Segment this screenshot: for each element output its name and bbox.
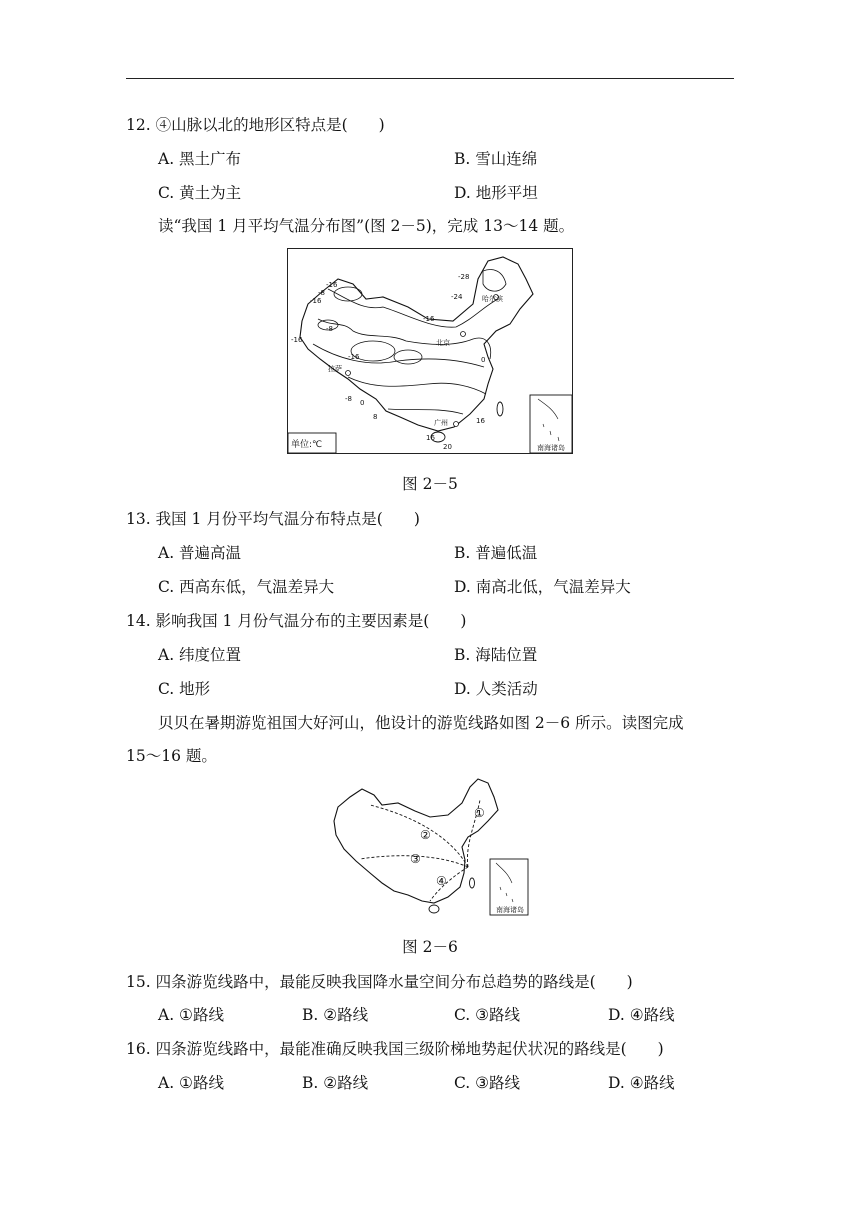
figure-2-5-caption: 图 2－5 <box>402 475 458 493</box>
q16-option-a: A. ①路线 <box>158 1074 224 1092</box>
q14-option-c: C. 地形 <box>158 680 211 698</box>
q15-option-c: C. ③路线 <box>454 1006 521 1024</box>
figure-2-6-caption: 图 2－6 <box>402 938 458 956</box>
q12-option-d: D. 地形平坦 <box>454 184 538 202</box>
intro-15-16-line1: 贝贝在暑期游览祖国大好河山，他设计的游览线路如图 2－6 所示。读图完成 <box>158 714 684 732</box>
q13-option-a: A. 普遍高温 <box>158 544 242 562</box>
china-outline <box>334 779 498 903</box>
intro-15-16-line2: 15～16 题。 <box>126 747 217 765</box>
q14-option-a: A. 纬度位置 <box>158 646 242 664</box>
city-label-guangzhou: 广州 <box>434 419 448 427</box>
isotherm-label: -16 <box>291 336 303 344</box>
city-label-beijing: 北京 <box>436 339 450 347</box>
isotherm-label: 0 <box>360 399 365 407</box>
inset-label: 南海诸岛 <box>537 444 565 452</box>
city-marker-guangzhou <box>454 422 459 427</box>
tour-route-map <box>330 775 530 920</box>
route-label-1: ① <box>474 806 485 820</box>
q13-option-b: B. 普遍低温 <box>454 544 538 562</box>
isotherm-label: -8 <box>345 395 352 403</box>
q13-option-c: C. 西高东低，气温差异大 <box>158 578 335 596</box>
q15-stem: 15. 四条游览线路中，最能反映我国降水量空间分布总趋势的路线是( ) <box>126 973 633 991</box>
isotherm-label: 0 <box>481 356 486 364</box>
q15-option-b: B. ②路线 <box>302 1006 369 1024</box>
q12-option-a: A. 黑土广布 <box>158 150 242 168</box>
q16-option-c: C. ③路线 <box>454 1074 521 1092</box>
q13-stem: 13. 我国 1 月份平均气温分布特点是( ) <box>126 510 420 528</box>
city-label-lhasa: 拉萨 <box>328 365 342 373</box>
inset-label: 南海诸岛 <box>496 906 524 914</box>
isotherm-label: -24 <box>451 293 463 301</box>
january-temperature-map <box>287 248 573 454</box>
q16-option-d: D. ④路线 <box>608 1074 675 1092</box>
isotherm-label: -28 <box>458 273 470 281</box>
isotherm-label: 8 <box>373 413 378 421</box>
q16-option-b: B. ②路线 <box>302 1074 369 1092</box>
route-label-3: ③ <box>410 852 421 866</box>
q12-stem: 12. ④山脉以北的地形区特点是( ) <box>126 116 385 134</box>
q12-option-b: B. 雪山连绵 <box>454 150 538 168</box>
china-temperature-map-svg <box>288 249 572 453</box>
q16-stem: 16. 四条游览线路中，最能准确反映我国三级阶梯地势起伏状况的路线是( ) <box>126 1040 664 1058</box>
isotherm-label: 16 <box>426 434 435 442</box>
isotherm-label: -8 <box>318 289 325 297</box>
intro-13-14: 读“我国 1 月平均气温分布图”(图 2－5)，完成 13～14 题。 <box>158 217 575 235</box>
isotherm-label: -16 <box>348 353 360 361</box>
q12-option-c: C. 黄土为主 <box>158 184 242 202</box>
q13-option-d: D. 南高北低，气温差异大 <box>454 578 631 596</box>
city-label-harbin: 哈尔滨 <box>482 295 503 303</box>
city-marker-lhasa <box>346 371 351 376</box>
isotherm-label: 20 <box>443 443 452 451</box>
isotherm-label: 16 <box>476 417 485 425</box>
china-route-map-svg <box>330 775 530 920</box>
unit-label: 单位:℃ <box>291 440 323 450</box>
route-label-4: ④ <box>436 874 447 888</box>
q15-option-a: A. ①路线 <box>158 1006 224 1024</box>
route-label-2: ② <box>420 828 431 842</box>
q14-stem: 14. 影响我国 1 月份气温分布的主要因素是( ) <box>126 612 467 630</box>
city-marker-beijing <box>461 332 466 337</box>
q14-option-d: D. 人类活动 <box>454 680 538 698</box>
q15-option-d: D. ④路线 <box>608 1006 675 1024</box>
isotherm-label: -8 <box>326 325 333 333</box>
q14-option-b: B. 海陆位置 <box>454 646 538 664</box>
isotherm-label: -16 <box>310 297 322 305</box>
header-rule <box>126 78 734 79</box>
isotherm-label: -16 <box>423 315 435 323</box>
isotherm-label: -16 <box>326 281 338 289</box>
